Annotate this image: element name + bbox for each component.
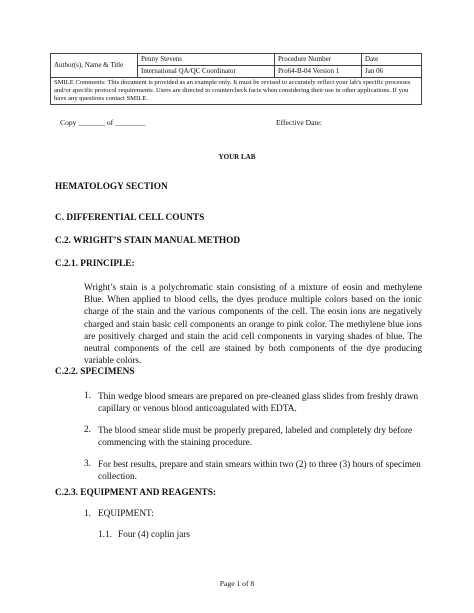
header-table — [50, 53, 422, 105]
equipment-sub-item: Four (4) coplin jars — [118, 530, 191, 540]
heading-c23: C.2.3. EQUIPMENT AND REAGENTS: — [55, 488, 216, 498]
procedure-label: Procedure Number — [275, 54, 362, 66]
specimen-item: For best results, prepare and stain smears within two (2) to three (3) hours of specimen collection. — [98, 460, 421, 483]
equipment-sub-number: 1.1. — [98, 530, 112, 540]
lab-name: YOUR LAB — [218, 153, 256, 161]
page-footer: Page 1 of 8 — [219, 579, 255, 588]
specimen-number: 1. — [84, 391, 91, 401]
author-name: Penny Stevens — [138, 54, 275, 66]
heading-c2: C.2. WRIGHT’S STAIN MANUAL METHOD — [55, 236, 241, 246]
smile-comments: SMILE Comments: This document is provided as an example only. It must be revised to accurately reflect your lab's specific processes and/or specific protocol requirements. Users are directed to countercheck facts when considering their use in other applications. If you have any questions contact SMILE. — [51, 78, 422, 105]
date-value: Jan 06 — [362, 66, 422, 78]
effective-date: Effective Date: — [276, 118, 323, 127]
specimen-item: Thin wedge blood smears are prepared on pre-cleaned glass slides from freshly drawn capillary or venous blood anticoagulated with EDTA. — [98, 392, 419, 415]
heading-c21: C.2.1. PRINCIPLE: — [55, 259, 135, 269]
heading-c22: C.2.2. SPECIMENS — [55, 367, 135, 377]
heading-c: C. DIFFERENTIAL CELL COUNTS — [55, 213, 205, 223]
copy-line: Copy _______ of ________ — [60, 118, 146, 127]
author-label: Author(s), Name & Title — [51, 54, 138, 78]
equipment-number: 1. — [84, 509, 91, 519]
specimen-item: The blood smear slide must be properly prepared, labeled and completely dry before commencing with the staining procedure. — [98, 426, 413, 449]
procedure-number: Pro64-B-04 Version 1 — [275, 66, 362, 78]
specimen-number: 2. — [84, 425, 91, 435]
principle-paragraph: Wright’s stain is a polychromatic stain consisting of a mixture of eosin and methylene Blue. When applied to blood cells, the dyes produce multiple colors based on the ionic charge of the stain and the various components of the cell. The eosin ions are negatively charged and stain basic cell components an orange to pink color. The methylene blue ions are positively charged and stain the acid cell components in varying shades of blue. The neutral components of the cell are stained by both components of the dye producing variable colors. — [84, 283, 422, 367]
equipment-label: EQUIPMENT: — [98, 509, 154, 519]
date-label: Date — [362, 54, 422, 66]
author-title: International QA/QC Coordinator — [138, 66, 275, 78]
section-title: HEMATOLOGY SECTION — [55, 182, 168, 192]
specimen-number: 3. — [84, 459, 91, 469]
